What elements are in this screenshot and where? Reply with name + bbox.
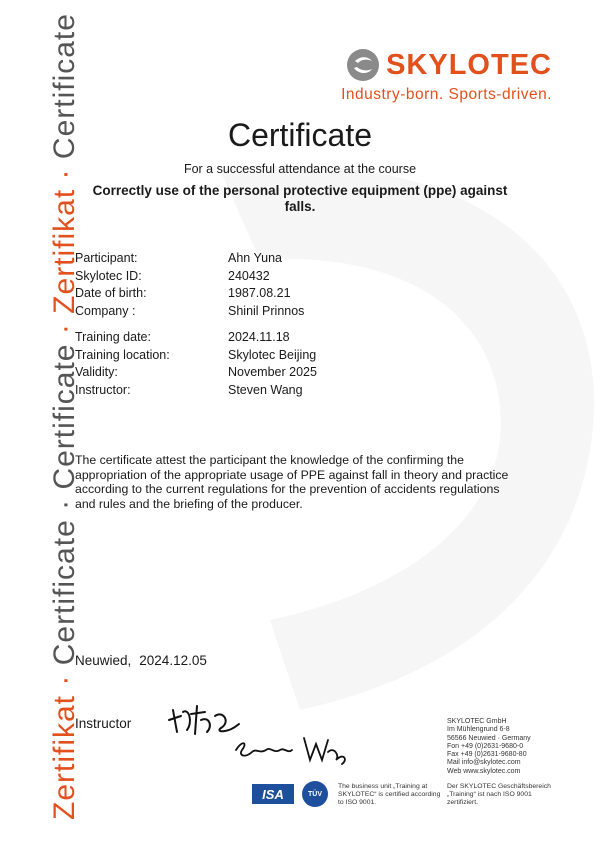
signature-instructor xyxy=(232,730,352,766)
brand-logo xyxy=(341,48,552,104)
side-word-en-3: Certificate xyxy=(48,13,81,160)
place-date xyxy=(75,653,207,668)
watermark-logo xyxy=(150,150,600,750)
detail-row-id: Skylotec ID: 240432 xyxy=(75,268,270,283)
brand-tagline: Industry-born. Sports-driven. xyxy=(341,86,552,103)
company-address: SKYLOTEC GmbH Im Mühlengrund 6-8 56566 Neuwied · Germany Fon +49 (0)2631-9680-0 Fax +49 (0)2631-9680-80 Mail info@skylotec.com Web www.skylotec.com xyxy=(447,718,531,775)
detail-row-dob: Date of birth: 1987.08.21 xyxy=(75,286,291,300)
detail-row-training-date: Training date: 2024.11.18 xyxy=(75,330,290,344)
statement-paragraph: The certificate attest the participant the knowledge of the confirming the appropriation of the appropriate usage of PPE against fall in theory and practice according to the current regulations for the prevention of accidents regulations and rules and the briefing of the producer. xyxy=(75,453,509,511)
detail-row-instructor: Instructor: Steven Wang xyxy=(75,382,303,397)
skylotec-emblem-icon xyxy=(346,48,380,82)
place: Neuwied, xyxy=(75,653,132,668)
iso-note-en: The business unit „Training at SKYLOTEC“ is certified according to ISO 9001. xyxy=(338,783,441,806)
side-word-en-2: Certificate xyxy=(48,343,81,490)
certification-logos xyxy=(252,781,328,807)
details-table xyxy=(75,251,317,400)
side-word-de-2: Zertifikat xyxy=(48,188,81,314)
issue-date: 2024.12.05 xyxy=(139,653,207,668)
side-vertical-text: Zertifikat · Certificate · Certificate · Zertifikat · Certificate xyxy=(48,13,81,820)
side-word-en-1: Certificate xyxy=(48,519,81,666)
side-word-de-1: Zertifikat xyxy=(48,694,81,820)
brand-name: SKYLOTEC xyxy=(386,48,552,81)
course-name: Correctly use of the personal protective equipment (ppe) against falls. xyxy=(92,183,508,214)
detail-row-validity: Validity: November 2025 xyxy=(75,365,317,379)
isa-logo-icon: ISA xyxy=(252,784,294,804)
iso-note-de: Der SKYLOTEC Geschäftsbereich „Training“ ist nach ISO 9001 zertifiziert. xyxy=(447,783,551,806)
detail-row-location: Training location: Skylotec Beijing xyxy=(75,347,317,362)
certificate-title: Certificate xyxy=(227,117,373,153)
detail-row-participant: Participant: Ahn Yuna xyxy=(75,251,282,265)
instructor-label: Instructor xyxy=(75,716,132,731)
detail-row-company: Company : Shinil Prinnos xyxy=(75,303,305,318)
tuv-logo-icon: TÜV xyxy=(302,781,328,807)
certificate-subtitle: For a successful attendance at the course xyxy=(183,162,417,176)
